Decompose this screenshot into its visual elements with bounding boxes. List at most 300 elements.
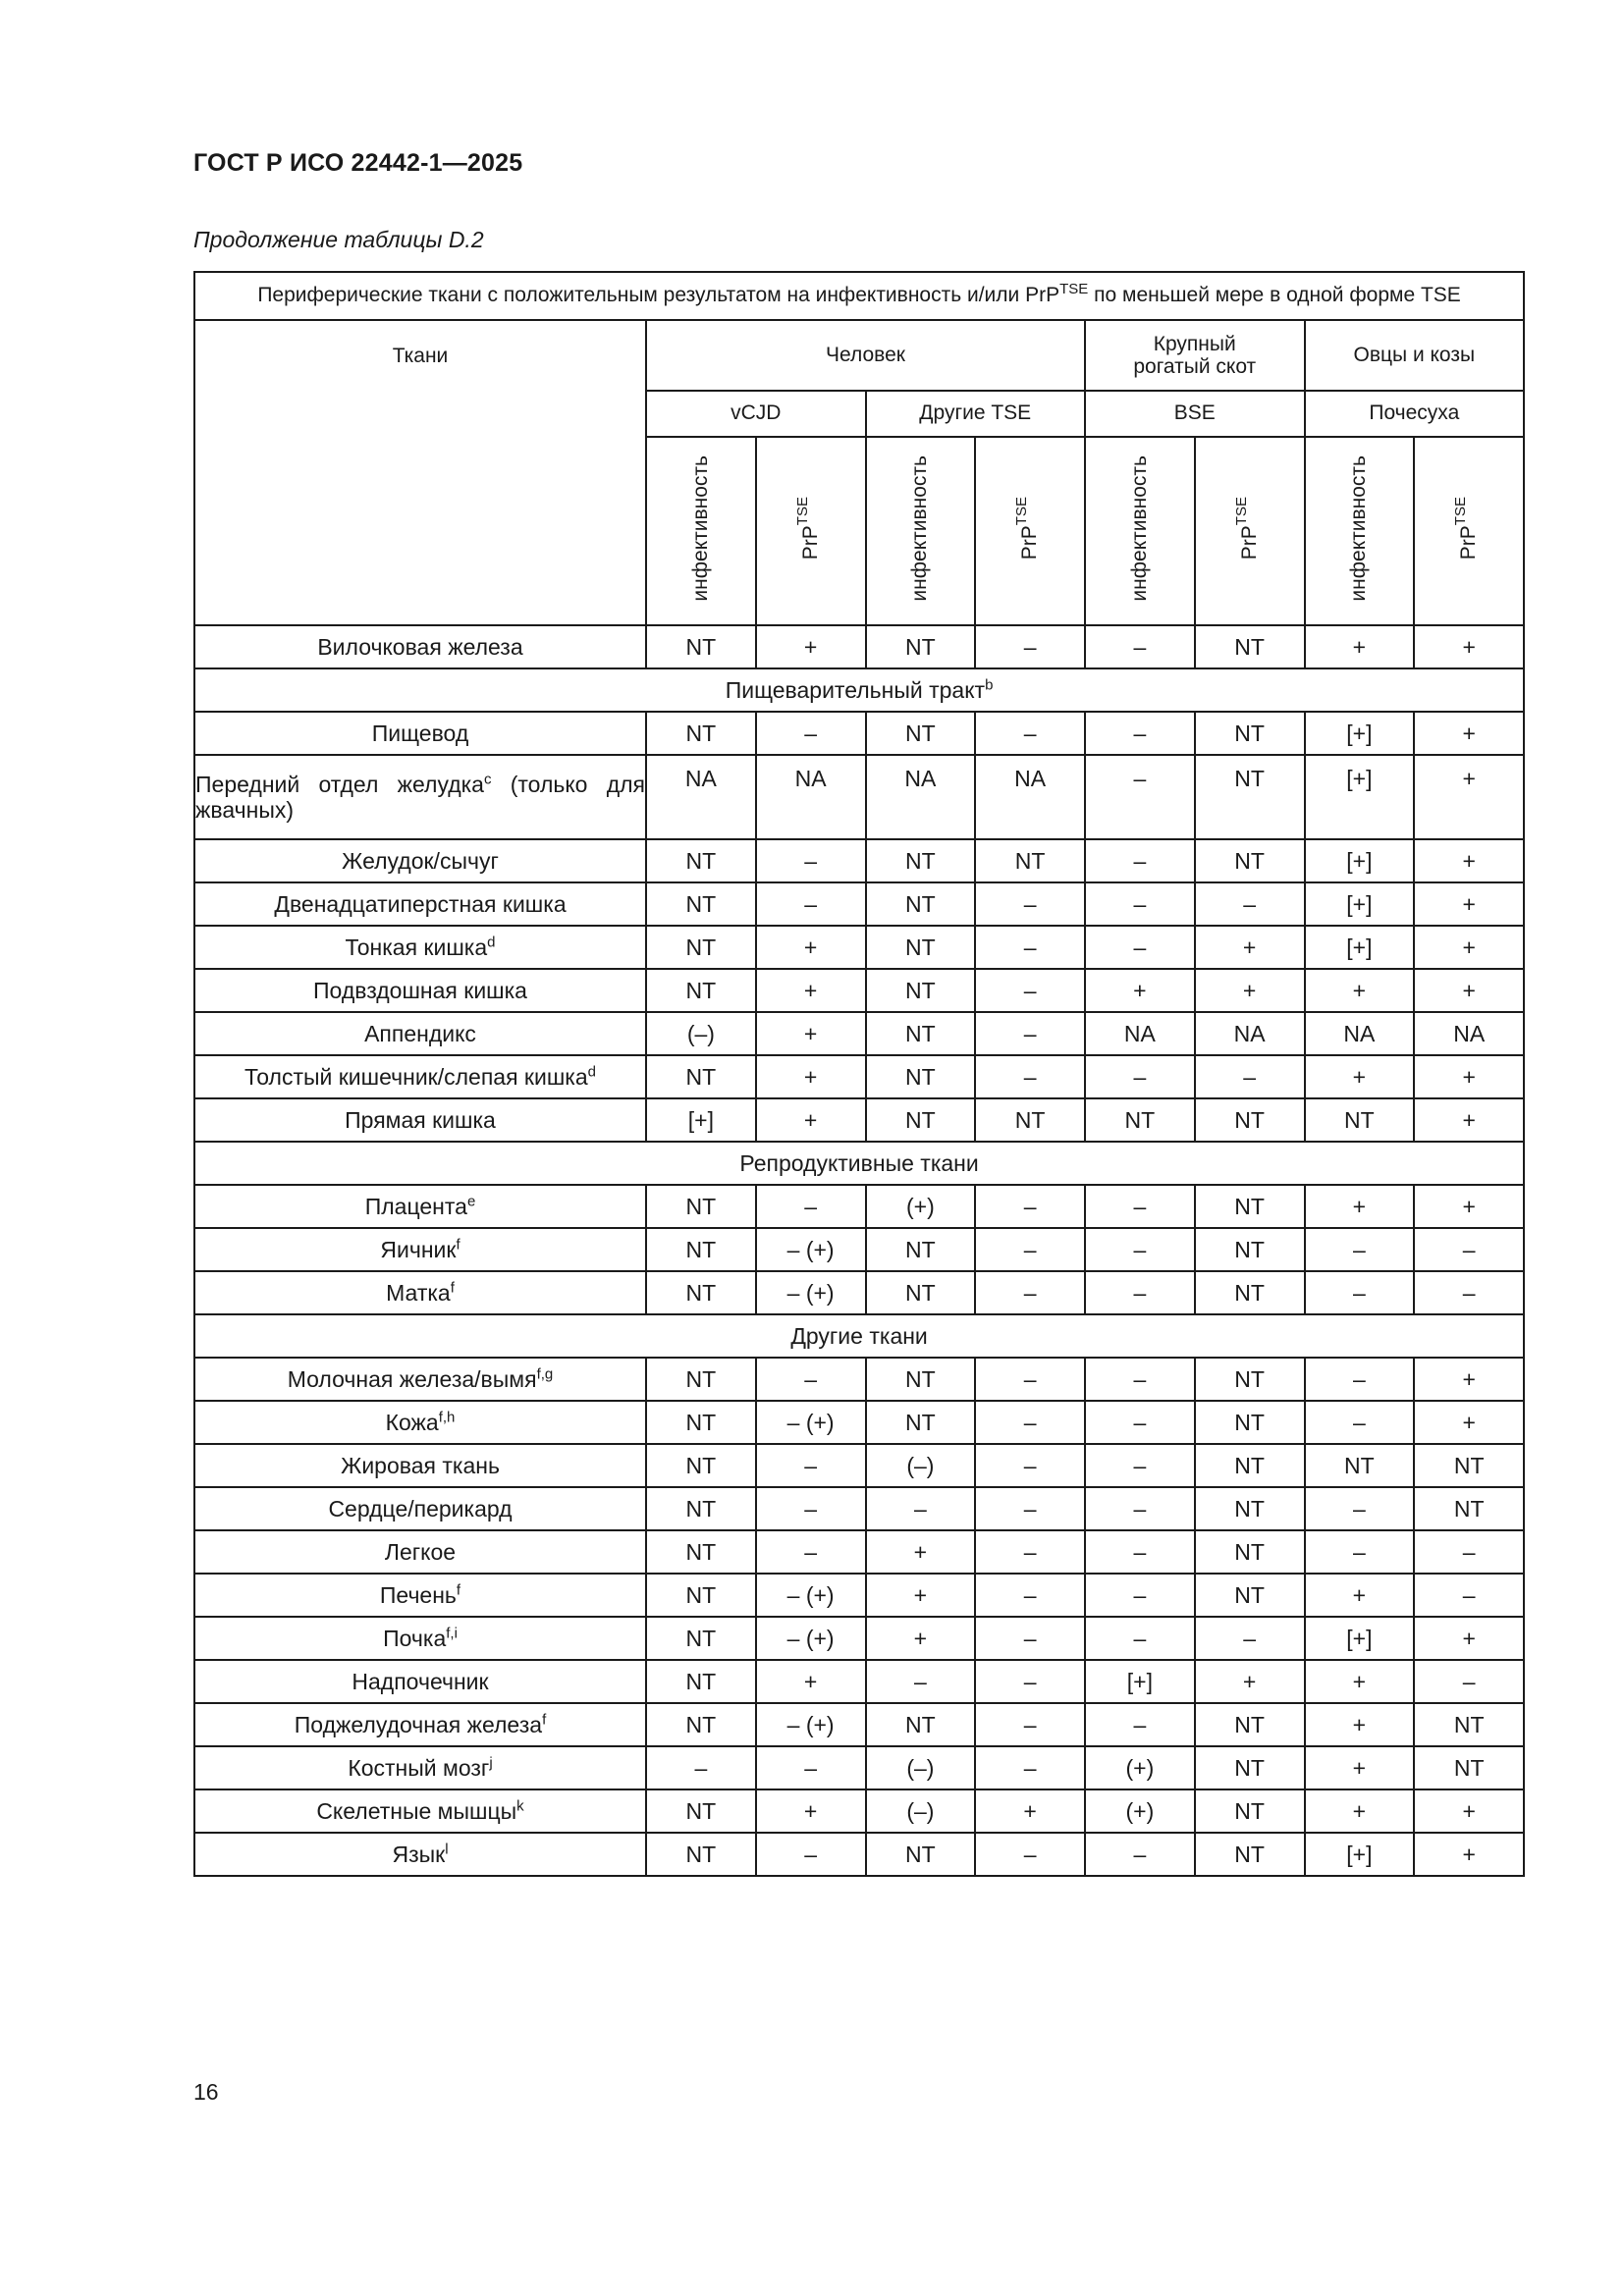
table-cell: NT — [1195, 1228, 1305, 1271]
table-cell: NT — [1195, 839, 1305, 882]
table-cell: + — [1305, 1789, 1415, 1833]
tissue-name-text: Толстый кишечник/слепая кишка — [244, 1063, 588, 1090]
tissue-name-text: Яичник — [380, 1236, 457, 1262]
footnote-mark: k — [516, 1797, 524, 1815]
table-cell: [+] — [1305, 839, 1415, 882]
species-sheep-goats: Овцы и козы — [1305, 320, 1525, 391]
table-cell: NT — [1414, 1703, 1524, 1746]
tissues-header — [194, 320, 646, 625]
table-cell: – — [1305, 1271, 1415, 1314]
table-cell: NA — [866, 755, 976, 839]
footnote-mark: j — [489, 1754, 493, 1772]
table-cell: [+] — [1305, 755, 1415, 839]
table-cell: – — [1085, 1055, 1195, 1098]
footnote-mark: d — [487, 934, 496, 951]
prp-base: PrP — [798, 525, 822, 561]
prp-base: PrP — [1237, 525, 1261, 561]
table-cell: – — [1305, 1530, 1415, 1574]
group-label — [194, 1142, 1524, 1185]
species-cattle — [1085, 320, 1305, 391]
table-cell: [+] — [1305, 926, 1415, 969]
table-cell: + — [1305, 969, 1415, 1012]
table-cell: + — [1305, 1055, 1415, 1098]
table-cell: – — [975, 882, 1085, 926]
table-cell: NA — [1195, 1012, 1305, 1055]
table-cell: + — [756, 1012, 866, 1055]
table-row — [194, 625, 1524, 668]
table-cell: – — [975, 1660, 1085, 1703]
table-cell: NT — [866, 1098, 976, 1142]
table-row — [194, 1530, 1524, 1574]
tissue-name — [194, 882, 646, 926]
table-cell: [+] — [1305, 712, 1415, 755]
table-cell: NT — [646, 969, 756, 1012]
table-cell: NT — [1195, 1703, 1305, 1746]
table-cell: NT — [646, 1228, 756, 1271]
tissue-name — [194, 926, 646, 969]
table-cell: NT — [1195, 1574, 1305, 1617]
tissue-name — [194, 1487, 646, 1530]
column-label-infectivity — [866, 437, 976, 625]
tissue-name — [194, 1789, 646, 1833]
table-row — [194, 1012, 1524, 1055]
tissue-name-text: Легкое — [384, 1538, 457, 1565]
tissue-name — [194, 1833, 646, 1876]
table-cell: – — [1085, 1401, 1195, 1444]
tissue-name — [194, 1444, 646, 1487]
tissue-name-text: Пищевод — [371, 720, 469, 746]
table-cell: – — [975, 625, 1085, 668]
prp-sup: TSE — [1013, 497, 1031, 526]
disease-scrapie: Почесуха — [1305, 391, 1525, 437]
table-cell: + — [756, 969, 866, 1012]
table-cell: – — [975, 1833, 1085, 1876]
table-cell: – — [1085, 839, 1195, 882]
table-cell: – — [756, 1833, 866, 1876]
table-cell: NT — [1195, 712, 1305, 755]
table-cell: (–) — [866, 1789, 976, 1833]
table-cell: – — [756, 882, 866, 926]
table-body — [194, 625, 1524, 1876]
footnote-mark: f,g — [536, 1365, 554, 1383]
table-row — [194, 1746, 1524, 1789]
table-cell: + — [1414, 1098, 1524, 1142]
table-cell: – — [1085, 1444, 1195, 1487]
table-cell: – — [756, 839, 866, 882]
table-cell: – (+) — [756, 1401, 866, 1444]
table-row — [194, 712, 1524, 755]
table-cell: NT — [646, 1530, 756, 1574]
column-label-infectivity-text: инфективность — [908, 455, 932, 602]
column-label-infectivity-text: инфективность — [1127, 455, 1151, 602]
table-cell: – — [975, 1358, 1085, 1401]
table-cell: + — [1414, 1617, 1524, 1660]
table-cell: NT — [1195, 1530, 1305, 1574]
table-cell: – — [1414, 1271, 1524, 1314]
table-cell: NT — [866, 969, 976, 1012]
table-cell: – — [975, 1530, 1085, 1574]
table-cell: – — [1305, 1401, 1415, 1444]
table-cell: – — [975, 1574, 1085, 1617]
table-cell: – (+) — [756, 1271, 866, 1314]
table-cell: + — [1305, 1703, 1415, 1746]
table-cell: NT — [646, 1574, 756, 1617]
tissue-name — [194, 1185, 646, 1228]
table-cell: + — [1085, 969, 1195, 1012]
table-cell: (+) — [866, 1185, 976, 1228]
table-cell: – — [1305, 1358, 1415, 1401]
table-cell: – (+) — [756, 1617, 866, 1660]
table-cell: NT — [975, 839, 1085, 882]
table-cell: + — [1305, 1746, 1415, 1789]
table-cell: – — [756, 1358, 866, 1401]
tissue-name-text: Двенадцатиперстная кишка — [274, 890, 567, 917]
table-cell: NT — [1195, 1358, 1305, 1401]
table-cell: – — [975, 712, 1085, 755]
table-cell: + — [1414, 1055, 1524, 1098]
species-cattle-text: Крупный рогатый скот — [1133, 332, 1257, 378]
column-label-prp-text — [1013, 497, 1042, 561]
disease-other-tse: Другие TSE — [866, 391, 1086, 437]
table-cell: NT — [866, 1228, 976, 1271]
table-cell: NT — [866, 712, 976, 755]
table-cell: NT — [866, 926, 976, 969]
footnote-mark: f,i — [446, 1625, 458, 1642]
table-cell: + — [1414, 882, 1524, 926]
tissue-name — [194, 1358, 646, 1401]
column-label-prp-text — [793, 497, 823, 561]
table-cell: – — [1305, 1487, 1415, 1530]
table-cell: – — [756, 1487, 866, 1530]
table-title — [194, 272, 1524, 320]
footnote-mark: l — [445, 1841, 449, 1858]
table-cell: (+) — [1085, 1746, 1195, 1789]
column-label-prp — [1414, 437, 1524, 625]
table-cell: + — [1305, 1185, 1415, 1228]
table-cell: NT — [1195, 1746, 1305, 1789]
table-cell: – — [1414, 1228, 1524, 1271]
tissue-name-text: Желудок/сычуг — [342, 847, 499, 874]
table-cell: + — [1414, 1185, 1524, 1228]
table-row — [194, 1271, 1524, 1314]
table-row — [194, 882, 1524, 926]
tissues-header-text: Ткани — [392, 345, 449, 367]
disease-vcjd: vCJD — [646, 391, 866, 437]
column-label-infectivity — [1085, 437, 1195, 625]
table-cell: NT — [646, 882, 756, 926]
table-cell: – — [975, 1703, 1085, 1746]
table-cell: – (+) — [756, 1228, 866, 1271]
tissue-name — [194, 1530, 646, 1574]
table-cell: – — [646, 1746, 756, 1789]
table-cell: NT — [646, 1358, 756, 1401]
group-row — [194, 1142, 1524, 1185]
table-cell: NT — [1195, 1833, 1305, 1876]
table-cell: + — [756, 1055, 866, 1098]
table-cell: – — [975, 1617, 1085, 1660]
tissue-name-text: Костный мозг — [348, 1754, 490, 1781]
table-cell: – (+) — [756, 1574, 866, 1617]
table-cell: NT — [1414, 1487, 1524, 1530]
table-cell: – — [1085, 1358, 1195, 1401]
table-cell: + — [1195, 969, 1305, 1012]
tissue-name-text: Прямая кишка — [345, 1106, 496, 1133]
table-cell: – — [756, 712, 866, 755]
species-human: Человек — [646, 320, 1085, 391]
table-cell: + — [1305, 625, 1415, 668]
table-cell: [+] — [1305, 1833, 1415, 1876]
tissue-name-text: Плацента — [364, 1193, 467, 1219]
tissue-name-text: Аппендикс — [364, 1020, 476, 1046]
prp-sup: TSE — [1232, 497, 1250, 526]
table-cell: NT — [1305, 1098, 1415, 1142]
prp-sup: TSE — [1452, 497, 1470, 526]
table-cell: – (+) — [756, 1703, 866, 1746]
table-row — [194, 1660, 1524, 1703]
tissue-name — [194, 755, 646, 839]
table-cell: NT — [866, 1703, 976, 1746]
table-cell: – — [1414, 1574, 1524, 1617]
table-cell: + — [1305, 1574, 1415, 1617]
table-cell: – — [1085, 1185, 1195, 1228]
table-row — [194, 1444, 1524, 1487]
table-cell: NT — [646, 1401, 756, 1444]
table-cell: NA — [975, 755, 1085, 839]
table-cell: – — [1085, 755, 1195, 839]
table-cell: NT — [866, 1833, 976, 1876]
table-cell: + — [1414, 969, 1524, 1012]
table-cell: + — [1414, 1401, 1524, 1444]
table-cell: NT — [1414, 1746, 1524, 1789]
table-cell: NT — [646, 839, 756, 882]
tissue-infectivity-table — [193, 271, 1525, 1877]
table-cell: – — [975, 1271, 1085, 1314]
table-cell: + — [975, 1789, 1085, 1833]
group-label-text: Другие ткани — [790, 1322, 928, 1349]
table-cell: + — [756, 926, 866, 969]
table-cell: NT — [646, 926, 756, 969]
table-cell: + — [1414, 712, 1524, 755]
tissue-name-text: Подвздошная кишка — [313, 977, 527, 1003]
table-cell: NT — [646, 1660, 756, 1703]
tissue-name — [194, 839, 646, 882]
table-cell: – — [975, 1055, 1085, 1098]
table-cell: – — [1414, 1530, 1524, 1574]
table-cell: – — [1195, 1055, 1305, 1098]
table-cell: NT — [646, 1703, 756, 1746]
column-label-prp — [1195, 437, 1305, 625]
column-label-prp-text — [1232, 497, 1262, 561]
tissue-name — [194, 1271, 646, 1314]
tissue-name — [194, 712, 646, 755]
footnote-mark: e — [466, 1193, 476, 1210]
table-cell: + — [1414, 839, 1524, 882]
table-row — [194, 755, 1524, 839]
table-cell: + — [1414, 1789, 1524, 1833]
table-cell: NT — [646, 1444, 756, 1487]
table-cell: NT — [1195, 625, 1305, 668]
table-cell: + — [866, 1617, 976, 1660]
table-cell: – — [1085, 1617, 1195, 1660]
column-label-infectivity-text: инфективность — [1347, 455, 1371, 602]
page-number: 16 — [193, 2079, 219, 2105]
table-cell: – — [756, 1530, 866, 1574]
tissue-name — [194, 1401, 646, 1444]
table-cell: + — [756, 1660, 866, 1703]
table-cell: – — [975, 1185, 1085, 1228]
table-row — [194, 1228, 1524, 1271]
table-cell: – — [1085, 1271, 1195, 1314]
table-cell: NT — [866, 839, 976, 882]
prp-sup: TSE — [793, 497, 811, 526]
tissue-name-text: Почка — [383, 1625, 447, 1651]
table-row — [194, 1789, 1524, 1833]
tissue-name-text: Матка — [386, 1279, 451, 1306]
table-cell: – — [1085, 1574, 1195, 1617]
tissue-name-text: Поджелудочная железа — [294, 1711, 543, 1737]
table-cell: + — [1305, 1660, 1415, 1703]
table-cell: – — [975, 969, 1085, 1012]
table-cell: + — [1414, 625, 1524, 668]
footnote-mark: f — [542, 1711, 547, 1729]
table-cell: – — [1085, 1228, 1195, 1271]
table-cell: – — [1414, 1660, 1524, 1703]
table-cell: – — [1085, 1703, 1195, 1746]
table-row — [194, 969, 1524, 1012]
table-row — [194, 1055, 1524, 1098]
tissue-name — [194, 1703, 646, 1746]
table-cell: – — [975, 1487, 1085, 1530]
table-cell: – — [1085, 926, 1195, 969]
tissue-name — [194, 1228, 646, 1271]
table-cell: – — [975, 1401, 1085, 1444]
table-cell: (–) — [646, 1012, 756, 1055]
tissue-name-text: Язык — [392, 1841, 446, 1867]
column-label-prp — [975, 437, 1085, 625]
table-title-text: Периферические ткани с положительным результатом на инфективность и/или PrP — [257, 284, 1060, 307]
table-cell: NT — [866, 1358, 976, 1401]
table-cell: NT — [646, 1055, 756, 1098]
table-cell: NT — [646, 1833, 756, 1876]
tissue-name — [194, 1012, 646, 1055]
table-cell: NT — [646, 712, 756, 755]
table-cell: NA — [756, 755, 866, 839]
tissue-name — [194, 1746, 646, 1789]
table-cell: NT — [1195, 1271, 1305, 1314]
table-row — [194, 1401, 1524, 1444]
table-cell: NA — [1305, 1012, 1415, 1055]
document-header: ГОСТ Р ИСО 22442-1—2025 — [193, 149, 523, 177]
table-cell: – — [866, 1487, 976, 1530]
table-row — [194, 1487, 1524, 1530]
table-cell: – — [975, 1444, 1085, 1487]
group-label-text: Пищеварительный тракт — [725, 676, 986, 703]
table-row — [194, 839, 1524, 882]
tissue-name-text: Скелетные мышцы — [316, 1797, 517, 1824]
table-cell: NA — [1085, 1012, 1195, 1055]
tissue-name-text: Печень — [379, 1581, 457, 1608]
group-label — [194, 668, 1524, 712]
table-cell: [+] — [646, 1098, 756, 1142]
footnote-mark: f,h — [438, 1409, 456, 1426]
table-cell: – — [975, 1746, 1085, 1789]
footnote-mark: d — [587, 1063, 596, 1081]
table-cell: – — [756, 1185, 866, 1228]
table-cell: – — [1085, 882, 1195, 926]
table-title-sup: TSE — [1059, 281, 1089, 298]
tissue-name-text: Вилочковая железа — [317, 633, 523, 660]
table-cell: NT — [646, 625, 756, 668]
table-cell: + — [866, 1574, 976, 1617]
table-cell: – — [1085, 712, 1195, 755]
table-cell: – — [756, 1444, 866, 1487]
table-cell: – — [756, 1746, 866, 1789]
table-cell: NT — [866, 1055, 976, 1098]
footnote-mark: c — [483, 770, 492, 787]
tissue-name — [194, 1098, 646, 1142]
table-cell: NT — [866, 1271, 976, 1314]
table-cell: + — [1414, 1358, 1524, 1401]
tissue-name-text: Кожа — [385, 1409, 439, 1435]
tissue-name — [194, 625, 646, 668]
table-cell: (–) — [866, 1444, 976, 1487]
prp-base: PrP — [1018, 525, 1042, 561]
table-cell: NT — [866, 1401, 976, 1444]
table-cell: NT — [646, 1271, 756, 1314]
table-cell: + — [1414, 1833, 1524, 1876]
group-row — [194, 1314, 1524, 1358]
table-row — [194, 1617, 1524, 1660]
tissue-name-text: Передний отдел желудка — [195, 771, 484, 797]
tissue-name — [194, 1055, 646, 1098]
table-cell: NT — [866, 1012, 976, 1055]
tissue-name — [194, 969, 646, 1012]
table-cell: [+] — [1305, 1617, 1415, 1660]
group-row — [194, 668, 1524, 712]
table-caption: Продолжение таблицы D.2 — [193, 227, 484, 252]
tissue-name — [194, 1617, 646, 1660]
group-label — [194, 1314, 1524, 1358]
table-cell: NA — [646, 755, 756, 839]
tissue-name-text: Сердце/перикард — [328, 1495, 513, 1522]
tissue-name-text: Жировая ткань — [341, 1452, 500, 1478]
table-cell: NA — [1414, 1012, 1524, 1055]
table-cell: NT — [1195, 1401, 1305, 1444]
table-cell: NT — [1195, 1185, 1305, 1228]
table-row — [194, 1574, 1524, 1617]
table-cell: NT — [1195, 1487, 1305, 1530]
column-label-infectivity — [1305, 437, 1415, 625]
table-cell: (+) — [1085, 1789, 1195, 1833]
table-cell: [+] — [1305, 882, 1415, 926]
table-row — [194, 1358, 1524, 1401]
tissue-name-text: Надпочечник — [352, 1668, 489, 1694]
table-cell: + — [756, 1098, 866, 1142]
table-cell: + — [1414, 926, 1524, 969]
table-cell: NT — [646, 1487, 756, 1530]
group-label-text: Репродуктивные ткани — [739, 1149, 979, 1176]
table-cell: NT — [646, 1789, 756, 1833]
table-row — [194, 1098, 1524, 1142]
footnote-mark: f — [456, 1236, 460, 1254]
column-label-prp — [756, 437, 866, 625]
table-cell: + — [756, 1789, 866, 1833]
table-cell: – — [1305, 1228, 1415, 1271]
table-cell: + — [1195, 926, 1305, 969]
table-cell: NT — [975, 1098, 1085, 1142]
column-label-prp-text — [1452, 497, 1481, 561]
table-cell: NT — [1195, 755, 1305, 839]
